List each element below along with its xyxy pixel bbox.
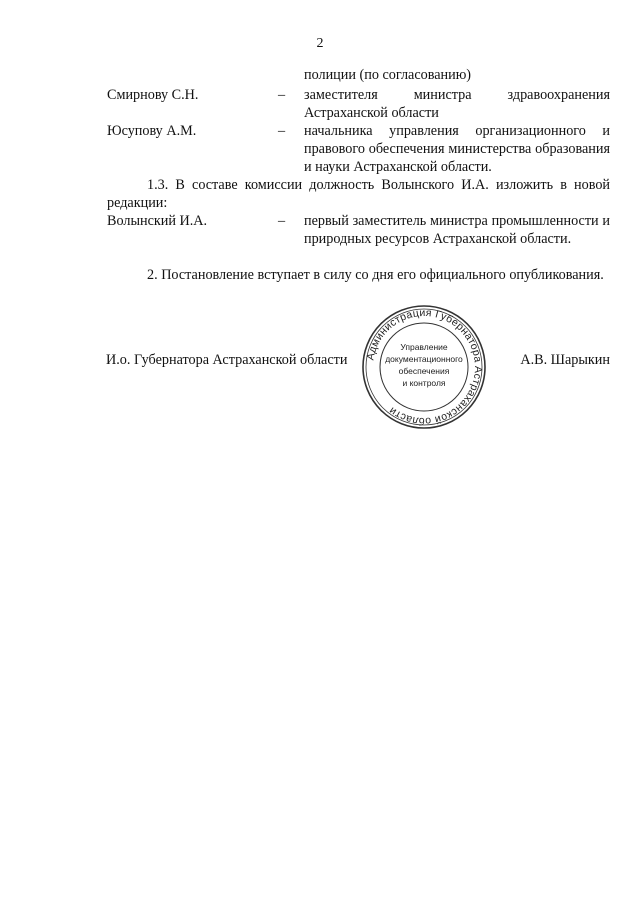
stamp-line: документационного [385, 354, 463, 364]
dash: – [278, 123, 286, 139]
stamp-ring-text: Администрация Губернатора Астраханской области [364, 306, 485, 428]
stamp-line: обеспечения [398, 366, 450, 376]
dash: – [278, 87, 286, 103]
dash: – [278, 213, 286, 229]
member-description: полиции (по согласованию) [304, 67, 472, 83]
paragraph-1-3: 1.3. В составе комиссии должность Волынского И.А. изложить в новой редакции: [107, 177, 610, 211]
member-description: первый заместитель министра промышленности и природных ресурсов Астраханской области. [304, 213, 610, 247]
signatory-position: И.о. Губернатора Астраханской области [106, 352, 348, 368]
member-name: Юсупову А.М. [107, 123, 197, 139]
stamp-line: Управление [400, 342, 448, 352]
member-name: Смирнову С.Н. [107, 87, 199, 103]
signatory-name: А.В. Шарыкин [520, 352, 610, 368]
paragraph-2: 2. Постановление вступает в силу со дня его официального опубликования. [147, 267, 604, 283]
official-stamp [358, 304, 490, 430]
member-name: Волынский И.А. [107, 213, 208, 229]
member-description: заместителя министра здравоохранения Астраханской области [304, 87, 610, 121]
member-description: начальника управления организационного и правового обеспечения министерства образования и науки Астраханской области. [304, 123, 610, 175]
page-number: 2 [316, 36, 324, 51]
stamp-line: и контроля [402, 378, 446, 388]
